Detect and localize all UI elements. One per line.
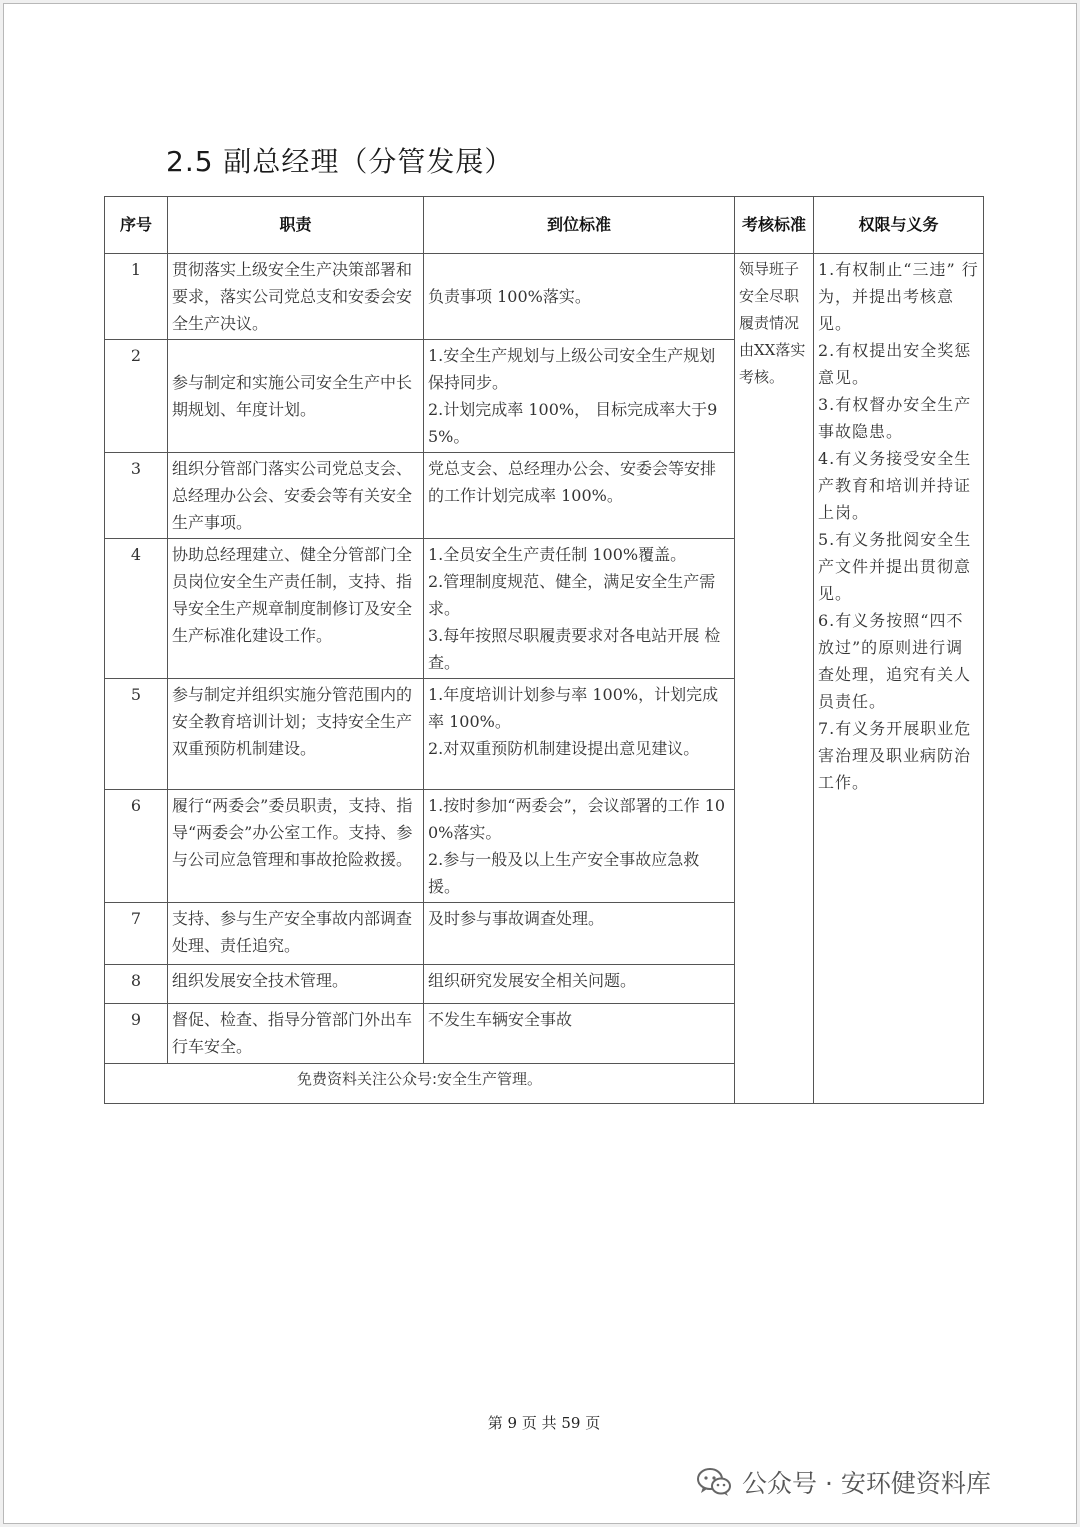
row-number: 4 bbox=[105, 539, 168, 679]
header-duty: 职责 bbox=[168, 197, 424, 254]
duty-cell bbox=[168, 340, 424, 453]
page-number: 第 9 页 共 59 页 bbox=[487, 1414, 601, 1432]
standard-text: 2.计划完成率 100%， 目标完成率大于95%。 bbox=[428, 400, 718, 446]
duty-cell bbox=[168, 1004, 424, 1064]
duty-cell bbox=[168, 453, 424, 539]
duty-text: 协助总经理建立、健全分管部门全员岗位安全生产责任制，支持、指导安全生产规章制度制修订及安全生产标准化建设工作。 bbox=[172, 545, 413, 645]
section-title: 2.5 副总经理（分管发展） bbox=[166, 145, 514, 178]
responsibility-table bbox=[104, 196, 984, 1104]
rights-item: 6.有义务按照“四不放过”的原则进行调查处理，追究有关人员责任。 bbox=[818, 611, 972, 711]
standard-text: 1.年度培训计划参与率 100%，计划完成率 100%。 bbox=[428, 685, 719, 731]
duty-cell bbox=[168, 539, 424, 679]
standard-cell bbox=[424, 453, 735, 539]
row-number: 7 bbox=[105, 903, 168, 965]
duty-text: 支持、参与生产安全事故内部调查处理、责任追究。 bbox=[172, 909, 413, 955]
standard-text: 1.按时参加“两委会”，会议部署的工作 100%落实。 bbox=[428, 796, 726, 842]
duty-text: 参与制定和实施公司安全生产中长期规划、年度计划。 bbox=[172, 373, 413, 419]
standard-text: 2.参与一般及以上生产安全事故应急救援。 bbox=[428, 850, 700, 896]
rights-item: 2.有权提出安全奖惩意见。 bbox=[818, 341, 972, 387]
rights-item: 4.有义务接受安全生产教育和培训并持证上岗。 bbox=[818, 449, 972, 522]
standard-cell bbox=[424, 790, 735, 903]
standard-text: 不发生车辆安全事故 bbox=[428, 1010, 573, 1029]
header-standard: 到位标准 bbox=[424, 197, 735, 254]
standard-text: 1.安全生产规划与上级公司安全生产规划保持同步。 bbox=[428, 346, 716, 392]
document-page bbox=[3, 3, 1077, 1524]
header-rights: 权限与义务 bbox=[814, 197, 984, 254]
rights-item: 3.有权督办安全生产事故隐患。 bbox=[818, 395, 972, 441]
standard-cell bbox=[424, 1004, 735, 1064]
standard-cell bbox=[424, 679, 735, 790]
duty-cell bbox=[168, 965, 424, 1004]
row-number: 1 bbox=[105, 254, 168, 340]
duty-cell bbox=[168, 254, 424, 340]
rights-item: 7.有义务开展职业危害治理及职业病防治工作。 bbox=[818, 719, 972, 792]
row-number: 3 bbox=[105, 453, 168, 539]
duty-cell bbox=[168, 790, 424, 903]
standard-text: 2.管理制度规范、健全，满足安全生产需求。 bbox=[428, 572, 716, 618]
standard-cell bbox=[424, 254, 735, 340]
duty-cell bbox=[168, 903, 424, 965]
rights-cell bbox=[814, 254, 984, 1104]
table-row bbox=[105, 254, 984, 340]
duty-text: 组织发展安全技术管理。 bbox=[172, 971, 349, 990]
standard-text: 组织研究发展安全相关问题。 bbox=[428, 971, 637, 990]
standard-text: 及时参与事故调查处理。 bbox=[428, 909, 605, 928]
standard-text: 负责事项 100%落实。 bbox=[428, 287, 591, 306]
row-number: 6 bbox=[105, 790, 168, 903]
standard-text: 3.每年按照尽职履责要求对各电站开展 检查。 bbox=[428, 626, 721, 672]
wechat-icon bbox=[696, 1466, 732, 1498]
standard-cell bbox=[424, 965, 735, 1004]
standard-text: 1.全员安全生产责任制 100%覆盖。 bbox=[428, 545, 687, 564]
standard-text: 党总支会、总经理办公会、安委会等安排的工作计划完成率 100%。 bbox=[428, 459, 717, 505]
footer-note: 免费资料关注公众号:安全生产管理。 bbox=[105, 1064, 735, 1104]
row-number: 2 bbox=[105, 340, 168, 453]
duty-text: 督促、检查、指导分管部门外出车行车安全。 bbox=[172, 1010, 413, 1056]
standard-cell bbox=[424, 340, 735, 453]
watermark-text: 公众号 · 安环健资料库 bbox=[742, 1469, 991, 1498]
criteria-cell: 领导班子安全尽职履责情况由XX落实考核。 bbox=[735, 254, 814, 1104]
rights-item: 5.有义务批阅安全生产文件并提出贯彻意见。 bbox=[818, 530, 972, 603]
header-criteria: 考核标准 bbox=[735, 197, 814, 254]
watermark bbox=[696, 1460, 991, 1504]
duty-cell bbox=[168, 679, 424, 790]
duty-text: 贯彻落实上级安全生产决策部署和要求，落实公司党总支和安委会安全生产决议。 bbox=[172, 260, 413, 333]
duty-text: 履行“两委会”委员职责，支持、指导“两委会”办公室工作。支持、参与公司应急管理和事故抢险救援。 bbox=[172, 796, 413, 869]
header-number: 序号 bbox=[105, 197, 168, 254]
row-number: 5 bbox=[105, 679, 168, 790]
duty-text: 组织分管部门落实公司党总支会、总经理办公会、安委会等有关安全生产事项。 bbox=[172, 459, 413, 532]
standard-text: 2.对双重预防机制建设提出意见建议。 bbox=[428, 739, 700, 758]
header-row bbox=[105, 197, 984, 254]
duty-text: 参与制定并组织实施分管范围内的安全教育培训计划；支持安全生产双重预防机制建设。 bbox=[172, 685, 413, 758]
standard-cell bbox=[424, 539, 735, 679]
row-number: 9 bbox=[105, 1004, 168, 1064]
row-number: 8 bbox=[105, 965, 168, 1004]
standard-cell bbox=[424, 903, 735, 965]
rights-item: 1.有权制止“三违” 行为，并提出考核意见。 bbox=[818, 260, 979, 333]
